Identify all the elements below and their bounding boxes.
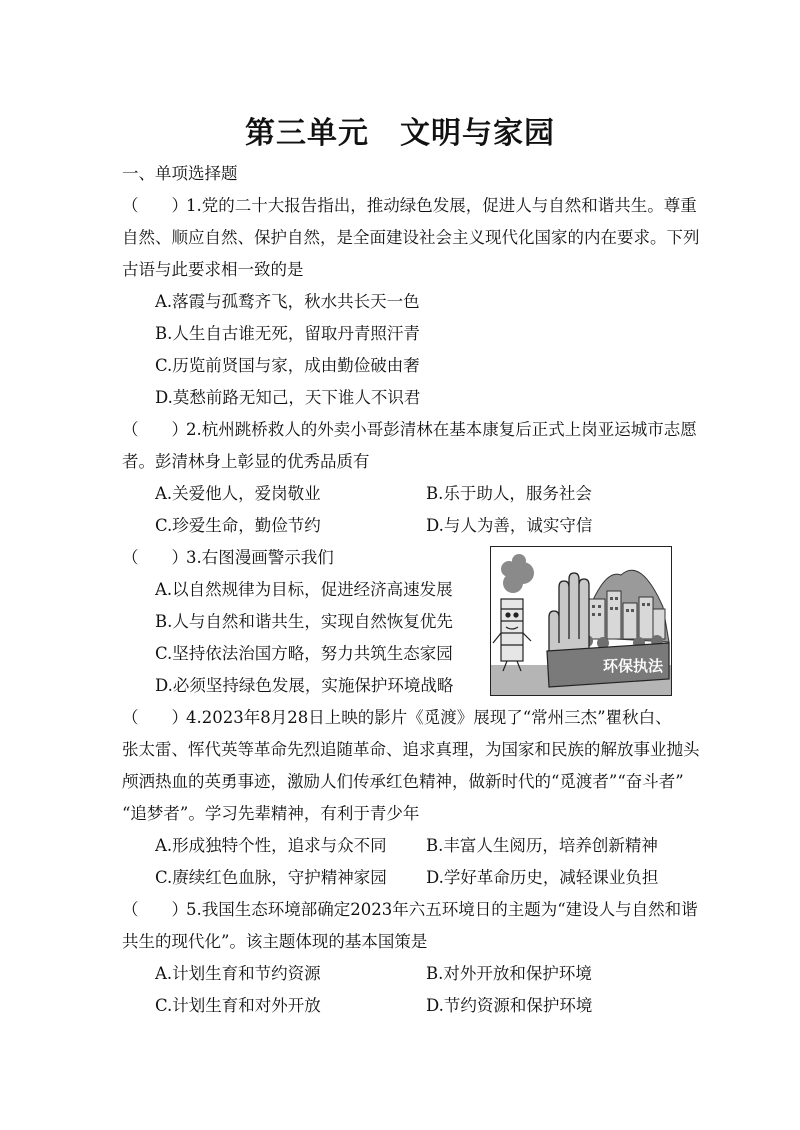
question-4-line-1: （ ）4.2023年8月28日上映的影片《觅渡》展现了“常州三杰”瞿秋白、 xyxy=(122,708,672,727)
question-3-option-a: A.以自然规律为目标，促进经济高速发展 xyxy=(155,580,453,599)
section-heading: 一、单项选择题 xyxy=(122,164,238,183)
chimney-character xyxy=(493,599,531,671)
question-4-option-c: C.赓续红色血脉，守护精神家园 xyxy=(155,868,387,887)
question-3-option-b: B.人与自然和谐共生，实现自然恢复优先 xyxy=(155,612,453,631)
question-4-option-a: A.形成独特个性，追求与众不同 xyxy=(155,836,387,855)
answer-blank[interactable]: （ ） xyxy=(122,196,188,215)
question-1-line-1: （ ）1.党的二十大报告指出，推动绿色发展，促进人与自然和谐共生。尊重 xyxy=(122,196,697,215)
question-4-line-3: 颅洒热血的英勇事迹，激励人们传承红色精神，做新时代的“觅渡者”“奋斗者” xyxy=(122,772,684,791)
question-4-line-4: “追梦者”。学习先辈精神，有利于青少年 xyxy=(122,804,420,823)
answer-blank[interactable]: （ ） xyxy=(122,708,188,727)
question-1-option-d: D.莫愁前路无知己，天下谁人不识君 xyxy=(155,388,421,407)
question-5-line-2: 共生的现代化”。该主题体现的基本国策是 xyxy=(122,932,428,951)
page-title: 第三单元 文明与家园 xyxy=(245,116,555,151)
question-5-line-1: （ ）5.我国生态环境部确定2023年六五环境日的主题为“建设人与自然和谐 xyxy=(122,900,698,919)
question-2-option-d: D.与人为善，诚实守信 xyxy=(426,516,593,535)
question-1-option-b: B.人生自古谁无死，留取丹青照汗青 xyxy=(155,324,420,343)
answer-blank[interactable]: （ ） xyxy=(122,900,188,919)
question-1-line-2: 自然、顺应自然、保护自然，是全面建设社会主义现代化国家的内在要求。下列 xyxy=(122,228,700,247)
question-2-line-1: （ ）2.杭州跳桥救人的外卖小哥彭清林在基本康复后正式上岗亚运城市志愿 xyxy=(122,420,697,439)
question-5-option-b: B.对外开放和保护环境 xyxy=(426,964,592,983)
question-2-option-c: C.珍爱生命，勤俭节约 xyxy=(155,516,321,535)
smoke-cloud xyxy=(501,554,534,593)
question-4-option-b: B.丰富人生阅历，培养创新精神 xyxy=(426,836,658,855)
question-2-line-2: 者。彭清林身上彰显的优秀品质有 xyxy=(122,452,370,471)
answer-blank[interactable]: （ ） xyxy=(122,548,188,567)
answer-blank[interactable]: （ ） xyxy=(122,420,188,439)
question-4-option-d: D.学好革命历史，减轻课业负担 xyxy=(426,868,659,887)
question-1-line-3: 古语与此要求相一致的是 xyxy=(122,260,304,279)
question-4-line-2: 张太雷、恽代英等革命先烈追随革命、追求真理，为国家和民族的解放事业抛头 xyxy=(122,740,700,759)
question-3-option-c: C.坚持依法治国方略，努力共筑生态家园 xyxy=(155,644,453,663)
question-3-line-1: （ ）3.右图漫画警示我们 xyxy=(122,548,334,567)
question-5-option-a: A.计划生育和节约资源 xyxy=(155,964,321,983)
question-2-option-a: A.关爱他人，爱岗敬业 xyxy=(155,484,321,503)
question-1-option-a: A.落霞与孤鹜齐飞，秋水共长天一色 xyxy=(155,292,420,311)
environmental-cartoon xyxy=(490,546,672,696)
question-5-option-d: D.节约资源和保护环境 xyxy=(426,996,593,1015)
question-2-option-b: B.乐于助人，服务社会 xyxy=(426,484,592,503)
question-3-option-d: D.必须坚持绿色发展，实施保护环境战略 xyxy=(155,676,454,695)
question-5-option-c: C.计划生育和对外开放 xyxy=(155,996,321,1015)
cartoon-caption: 环保执法 xyxy=(603,657,664,675)
question-1-option-c: C.历览前贤国与家，成由勤俭破由奢 xyxy=(155,356,420,375)
